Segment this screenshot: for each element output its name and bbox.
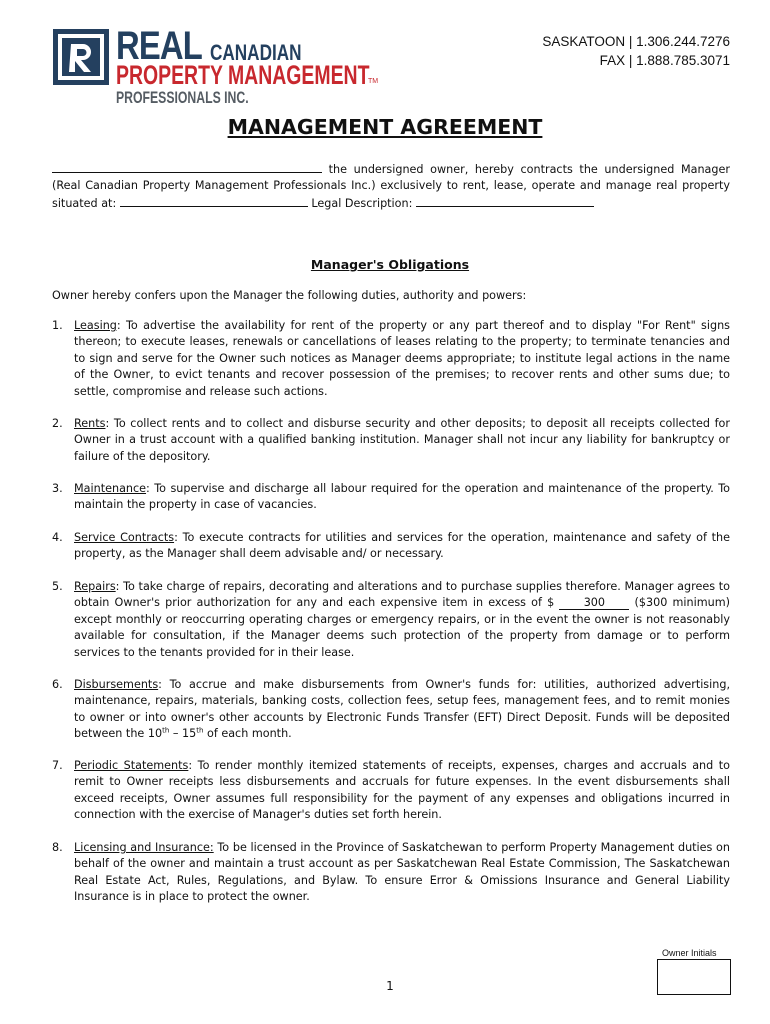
item-text-end: of each month. <box>203 727 292 741</box>
item-heading: Disbursements <box>74 678 159 691</box>
contact-block <box>542 32 730 70</box>
intro-paragraph <box>52 161 730 212</box>
company-logo <box>52 26 392 108</box>
ordinal-suffix: th <box>196 726 204 735</box>
item-number: 5. <box>52 580 63 593</box>
item-heading: Rents <box>74 417 106 430</box>
item-number: 4. <box>52 531 63 544</box>
item-number: 1. <box>52 319 63 332</box>
fax-line: FAX | 1.888.785.3071 <box>599 53 730 68</box>
item-text: : To execute contracts for utilities and services for the operation, maintenance and safety of the property, as the Manager shall deem advisable and/ or necessary. <box>74 531 730 561</box>
item-heading: Repairs <box>74 580 116 593</box>
repair-limit-amount-field[interactable]: 300 <box>559 597 629 610</box>
phone-line: SASKATOON | 1.306.244.7276 <box>542 34 730 49</box>
lead-sentence: Owner hereby confers upon the Manager the following duties, authority and powers: <box>52 289 527 302</box>
property-address-field[interactable] <box>120 195 308 207</box>
obligation-item-repairs <box>52 579 730 661</box>
logo-line-property-management: PROPERTY MANAGEMENT <box>116 60 370 90</box>
item-text: : To render monthly itemized statements of receipts, expenses, charges and accruals and to remit to Owner receipts less disbursements and accruals for future expenses. In the event disbursements shall exceed receipts, Owner assumes full responsibility for the payment of any expenses and obligations incurred in connection with the exercise of Manager's duties set forth herein. <box>74 759 730 822</box>
obligation-item-periodic-statements <box>52 758 730 824</box>
item-text: : To accrue and make disbursements from Owner's funds for: utilities, authorized advertising, maintenance, repairs, materials, banking costs, collection fees, setup fees, management fees, and to remit monies to owner or into owner's other accounts by Electronic Funds Transfer (EFT) Direct Deposit. Funds will be deposited between the 10 <box>74 678 730 741</box>
item-number: 2. <box>52 417 63 430</box>
item-heading: Service Contracts <box>74 531 175 544</box>
item-heading: Maintenance <box>74 482 147 495</box>
owner-initials-label: Owner Initials <box>662 948 717 958</box>
obligation-item-disbursements <box>52 677 730 743</box>
legal-description-field[interactable] <box>416 195 594 207</box>
item-text: : To collect rents and to collect and disburse security and other deposits; to deposit all receipts collected for Owner in a trust account with a qualified banking institution. Manager shall not incur any liability for bankruptcy or failure of the depository. <box>74 417 730 463</box>
legal-description-label: Legal Description: <box>311 196 413 210</box>
logo-word-canadian: CANADIAN <box>210 40 302 65</box>
item-text: : To supervise and discharge all labour required for the operation and maintenance of the property. To maintain the property in case of vacancies. <box>74 482 730 512</box>
item-number: 6. <box>52 678 63 691</box>
logo-trademark: TM <box>368 78 379 85</box>
owner-name-field[interactable] <box>52 161 322 173</box>
logo-line-professionals: PROFESSIONALS INC. <box>116 88 249 107</box>
intro-text: the undersigned owner, hereby contracts the undersigned Manager (Real Canadian Property Management Professionals Inc.) exclusively to rent, lease, operate and manage real property situated at: <box>52 163 730 210</box>
item-heading: Periodic Statements <box>74 759 189 772</box>
item-number: 7. <box>52 759 63 772</box>
item-text: : To take charge of repairs, decorating and alterations and to purchase supplies therefore. Manager agrees to obtain Owner's prior authorization for any and each expensive item in excess of $ <box>74 580 730 610</box>
owner-initials-box[interactable] <box>657 959 731 995</box>
item-number: 3. <box>52 482 63 495</box>
item-text-range: – 15 <box>169 727 197 741</box>
item-text-continued: ($300 minimum) except monthly or reoccurring operating charges or emergency repairs, or in the event the owner is not reasonably available for consultation, if the Manager deems such protection of the property from damage or to perform services to the tenants provided for in their lease. <box>74 596 730 659</box>
item-heading: Leasing <box>74 319 117 332</box>
document-title: MANAGEMENT AGREEMENT <box>227 115 543 139</box>
item-text: To be licensed in the Province of Saskatchewan to perform Property Management duties on behalf of the owner and maintain a trust account as per Saskatchewan Real Estate Commission, The Saskatchewan Real Estate Act, Rules, Regulations, and Bylaw. To ensure Error & Omissions Insurance and General Liability Insurance is in place to protect the owner. <box>74 841 730 904</box>
item-number: 8. <box>52 841 63 854</box>
section-heading: Manager's Obligations <box>310 257 470 272</box>
obligation-item-leasing <box>52 318 730 400</box>
obligation-item-service-contracts <box>52 530 730 563</box>
obligation-item-rents <box>52 416 730 465</box>
obligation-item-maintenance <box>52 481 730 514</box>
logo-r-mark-icon <box>52 28 110 86</box>
item-heading: Licensing and Insurance: <box>74 841 214 854</box>
obligation-item-licensing-insurance <box>52 840 730 906</box>
item-text: : To advertise the availability for rent of the property or any part thereof and to display "For Rent" signs thereon; to execute leases, renewals or cancellations of leases relating to the property; to terminate tenancies and to sign and serve for the Owner such notices as Manager deems appropriate; to institute legal actions in the name of the Owner, to evict tenants and recover possession of the premises; to recover rents and other sums due; to settle, compromise and release such actions. <box>74 319 730 398</box>
page-number: 1 <box>386 979 394 993</box>
logo-word-real: REAL <box>116 24 203 68</box>
ordinal-suffix: th <box>162 726 170 735</box>
